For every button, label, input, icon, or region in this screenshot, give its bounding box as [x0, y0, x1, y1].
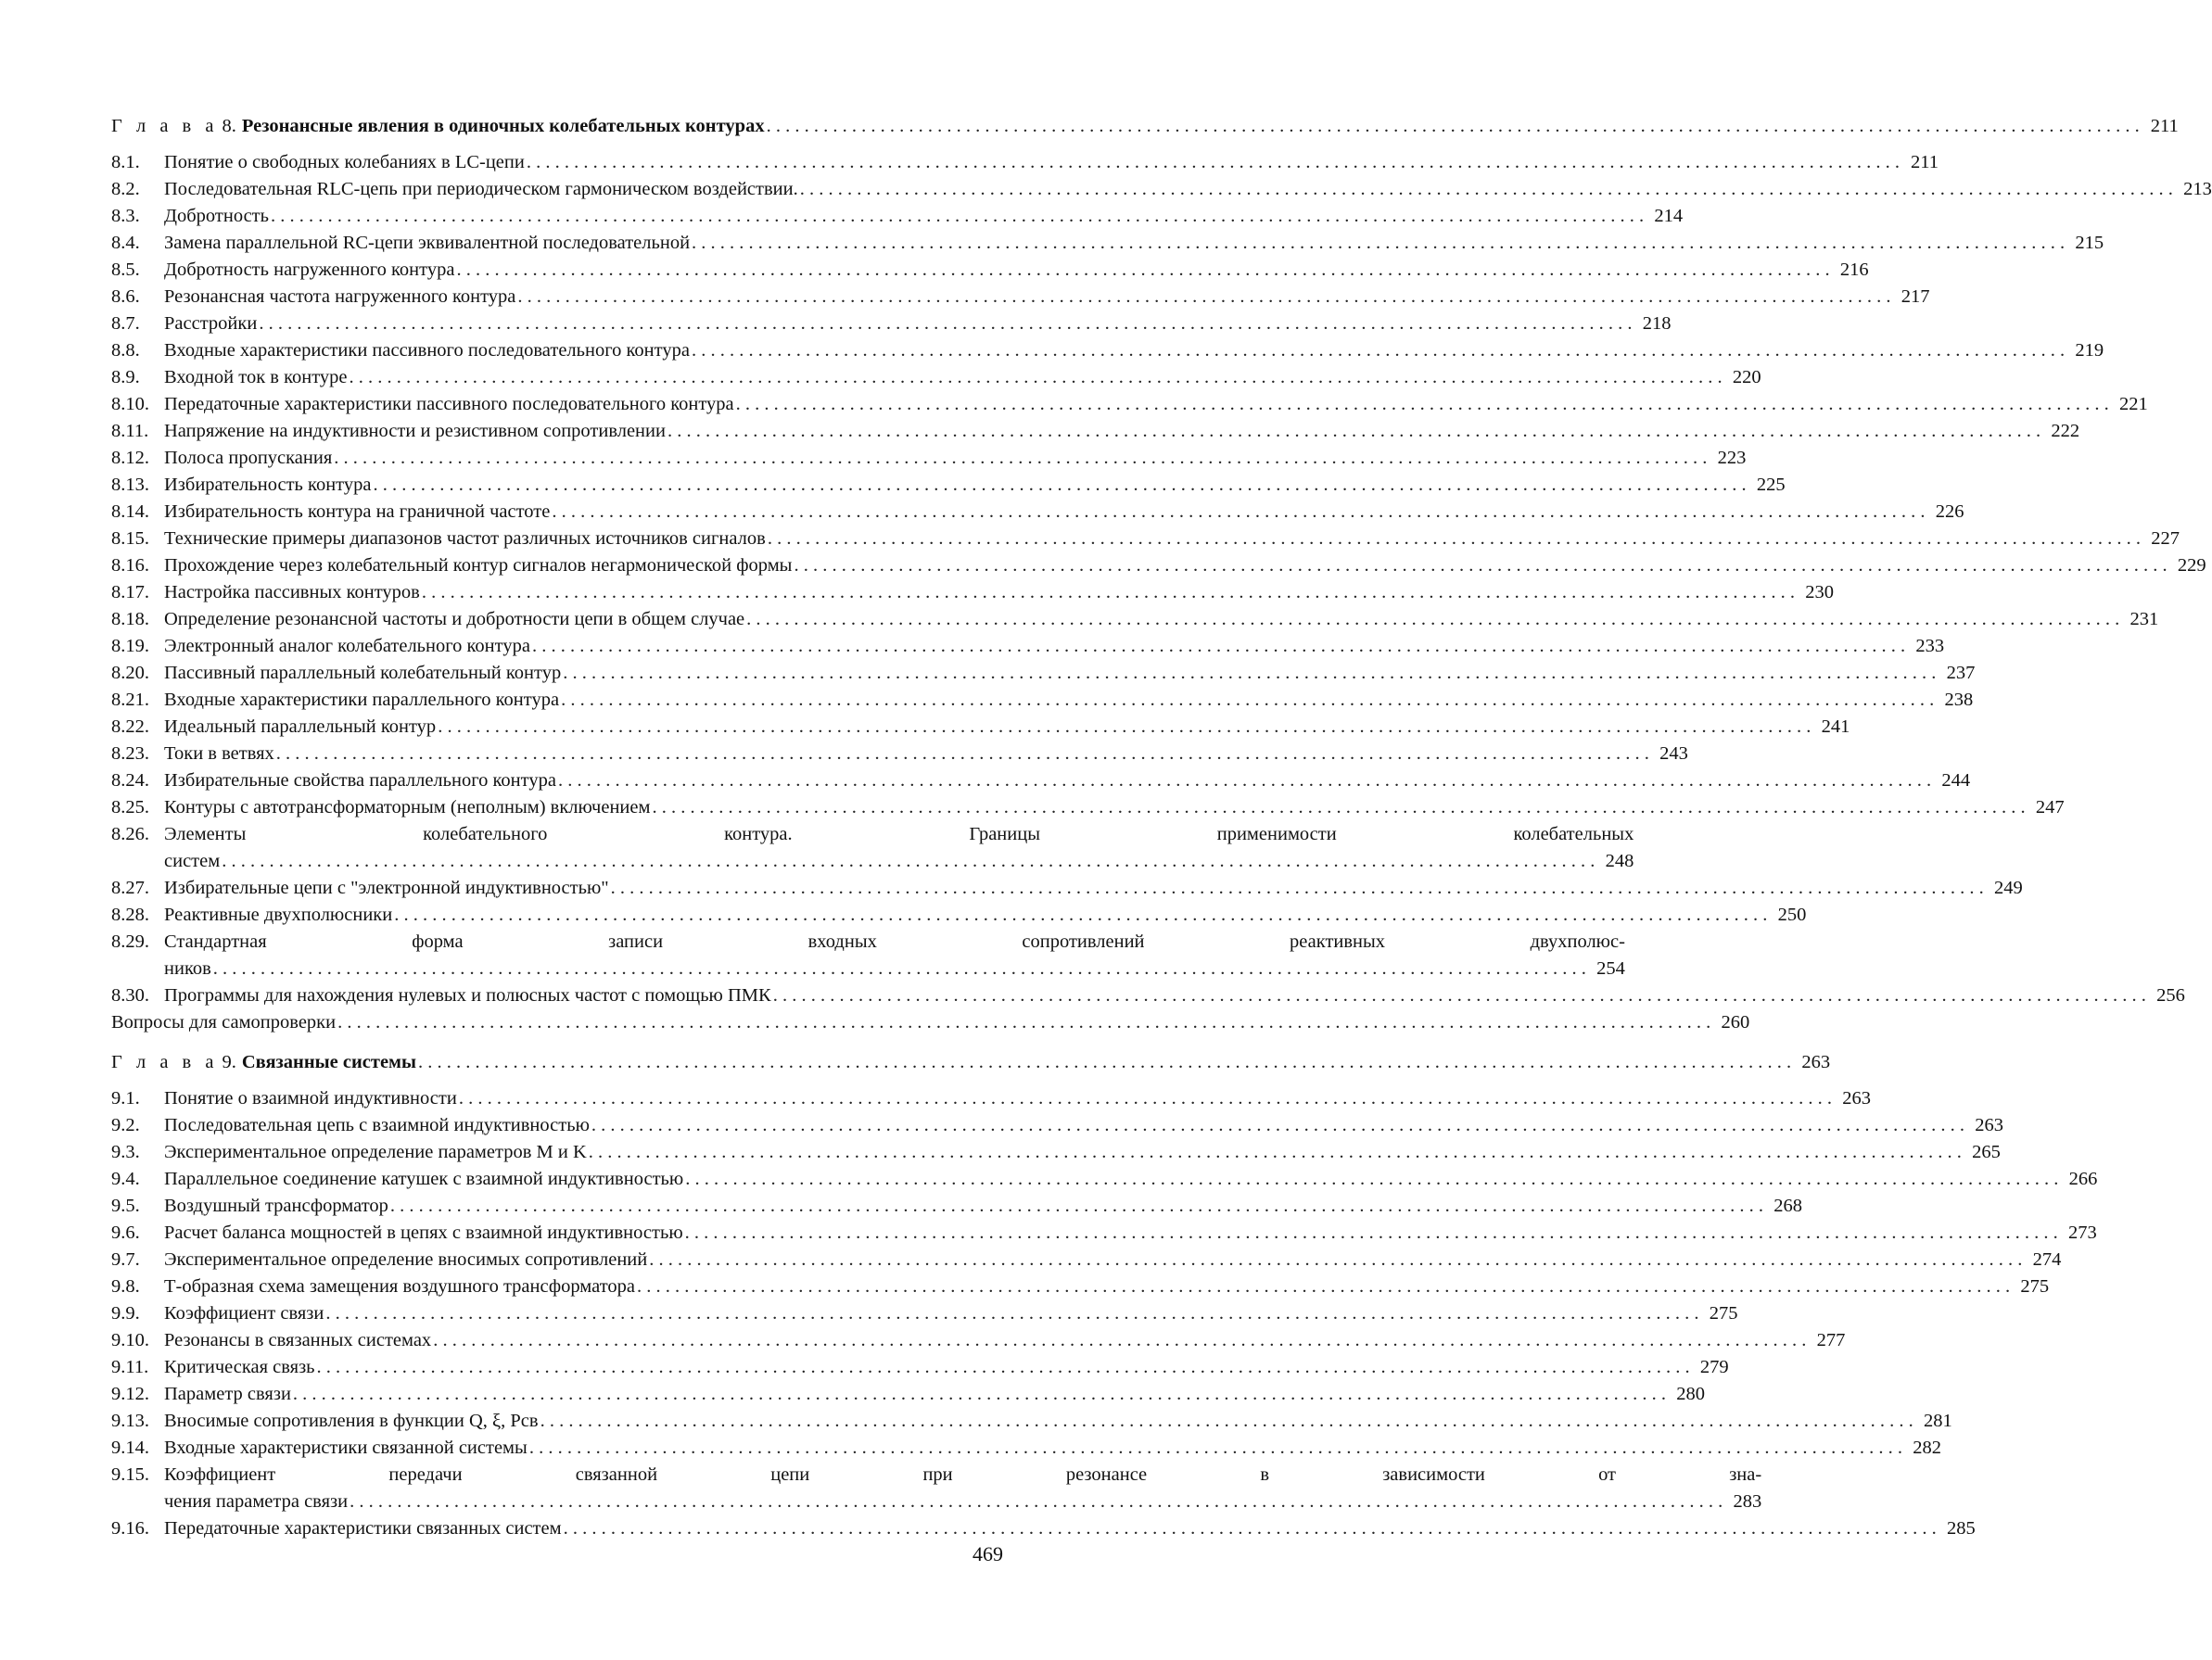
section-number: 8.21. — [111, 690, 149, 710]
section-title: Избирательность контура — [164, 475, 372, 495]
chapter-page: 211 — [2150, 116, 2179, 136]
toc-entry — [111, 1408, 1952, 1435]
section-page: 283 — [1733, 1491, 1762, 1512]
toc-entry — [111, 767, 1971, 794]
section-number: 9.8. — [111, 1276, 140, 1297]
section-page: 211 — [1910, 152, 1939, 172]
section-page: 277 — [1816, 1330, 1846, 1350]
chapter-9-heading — [111, 1049, 1831, 1076]
section-title: Т-образная схема замещения воздушного трансформатора — [164, 1276, 635, 1297]
toc-entry — [111, 902, 1807, 929]
toc-entry — [111, 257, 1869, 284]
section-page: 247 — [2035, 797, 2065, 817]
section-number: 8.8. — [111, 340, 140, 361]
section-title: Замена параллельной RC-цепи эквивалентной последовательной — [164, 233, 691, 253]
toc-entry — [111, 741, 1688, 767]
toc-entry — [111, 284, 1930, 310]
section-title: Реактивные двухполюсники — [164, 905, 393, 925]
toc-entry-wrapped — [111, 821, 1634, 875]
toc-entry — [111, 499, 1964, 526]
section-page: 213 — [2183, 179, 2212, 199]
section-title: Избирательные свойства параллельного контура — [164, 770, 556, 791]
section-page: 249 — [1994, 878, 2023, 898]
section-page: 263 — [1975, 1115, 2004, 1135]
toc-entry — [111, 418, 2080, 445]
section-page: 229 — [2177, 555, 2206, 576]
section-title: Настройка пассивных контуров — [164, 582, 420, 602]
section-number: 8.30. — [111, 985, 149, 1006]
section-title: Полоса пропускания — [164, 448, 333, 468]
section-number: 8.13. — [111, 475, 149, 495]
toc-entry — [111, 687, 1974, 714]
section-title: Расчет баланса мощностей в цепях с взаимной индуктивностью — [164, 1223, 683, 1243]
section-number: 8.4. — [111, 233, 140, 253]
section-title: Критическая связь — [164, 1357, 315, 1377]
toc-entry — [111, 1220, 2097, 1247]
section-page: 263 — [1842, 1088, 1871, 1109]
section-number: 8.23. — [111, 743, 149, 764]
section-page: 274 — [2032, 1249, 2062, 1270]
section-page: 222 — [2051, 421, 2080, 441]
section-page: 280 — [1676, 1384, 1706, 1404]
section-page: 275 — [2020, 1276, 2050, 1297]
section-title: Напряжение на индуктивности и резистивном сопротивлении — [164, 421, 666, 441]
section-title: Контуры с автотрансформаторным (неполным) включением — [164, 797, 651, 817]
toc-entry-wrapped — [111, 1462, 1762, 1515]
section-title: Экспериментальное определение параметров M и K — [164, 1142, 587, 1162]
section-page: 220 — [1732, 367, 1761, 387]
chapter-9-sections-b — [111, 1515, 1976, 1542]
questions-entry — [111, 1009, 1750, 1036]
section-title: Входной ток в контуре — [164, 367, 348, 387]
section-title: Пассивный параллельный колебательный контур — [164, 663, 562, 683]
section-page: 221 — [2119, 394, 2148, 414]
toc-entry — [111, 1085, 1871, 1112]
section-title: Коэффициент связи — [164, 1303, 324, 1324]
section-page: 217 — [1901, 286, 1930, 307]
toc-entry — [111, 230, 2104, 257]
chapter-number: 9. — [222, 1052, 236, 1072]
section-number: 8.5. — [111, 260, 140, 280]
toc-entry — [111, 1274, 2050, 1300]
section-title: Избирательные цепи с "электронной индуктивностью" — [164, 878, 609, 898]
section-title: Программы для нахождения нулевых и полюсных частот с помощью ПМК — [164, 985, 771, 1006]
chapter-number: 8. — [222, 116, 236, 136]
section-number: 9.9. — [111, 1303, 140, 1324]
chapter-8-sections-c — [111, 982, 2185, 1009]
section-number: 9.4. — [111, 1169, 140, 1189]
toc-entry — [111, 445, 1747, 472]
toc-entry — [111, 633, 1945, 660]
section-page: 219 — [2075, 340, 2104, 361]
toc-entry — [111, 1327, 1846, 1354]
section-page: 243 — [1659, 743, 1688, 764]
toc-entry — [111, 552, 2206, 579]
toc-entry — [111, 1193, 1803, 1220]
section-title: Добротность нагруженного контура — [164, 260, 455, 280]
section-title: Вносимые сопротивления в функции Q, ξ, Pсв — [164, 1411, 539, 1431]
section-number: 8.27. — [111, 878, 149, 898]
section-page: 216 — [1839, 260, 1869, 280]
toc-entry — [111, 794, 2065, 821]
section-page: 266 — [2068, 1169, 2098, 1189]
section-page: 254 — [1596, 958, 1625, 979]
section-title: Воздушный трансформатор — [164, 1196, 388, 1216]
section-number: 9.5. — [111, 1196, 140, 1216]
section-page: 226 — [1935, 501, 1964, 522]
section-title-line1: Стандартная форма записи входных сопротивлений реактивных двухполюс- — [164, 931, 1625, 952]
toc-entry — [111, 579, 1834, 606]
section-number: 9.14. — [111, 1438, 149, 1458]
section-number: 8.9. — [111, 367, 140, 387]
section-page: 231 — [2129, 609, 2159, 629]
section-number: 8.22. — [111, 716, 149, 737]
section-title: Расстройки — [164, 313, 258, 334]
questions-title: Вопросы для самопроверки — [111, 1012, 337, 1033]
section-page: 237 — [1946, 663, 1976, 683]
section-page: 223 — [1717, 448, 1747, 468]
section-title: Избирательность контура на граничной частоте — [164, 501, 551, 522]
section-page: 233 — [1915, 636, 1945, 656]
section-page: 250 — [1777, 905, 1807, 925]
section-title-line1: Коэффициент передачи связанной цепи при резонансе в зависимости от зна- — [164, 1464, 1762, 1485]
section-page: 241 — [1821, 716, 1850, 737]
toc-entry — [111, 176, 2212, 203]
questions-page: 260 — [1721, 1012, 1750, 1033]
section-number: 9.7. — [111, 1249, 140, 1270]
toc-entry — [111, 337, 2104, 364]
section-title: Параллельное соединение катушек с взаимной индуктивностью — [164, 1169, 684, 1189]
section-title: Экспериментальное определение вносимых сопротивлений — [164, 1249, 648, 1270]
toc-entry — [111, 982, 2185, 1009]
section-number: 8.20. — [111, 663, 149, 683]
page-number: 469 — [973, 1542, 1003, 1565]
section-page: 256 — [2156, 985, 2185, 1006]
section-number: 8.18. — [111, 609, 149, 629]
section-title: Входные характеристики пассивного последовательного контура — [164, 340, 690, 361]
section-title-line2: систем — [164, 851, 221, 871]
section-number: 9.11. — [111, 1357, 149, 1377]
section-number: 9.3. — [111, 1142, 140, 1162]
toc-entry — [111, 203, 1684, 230]
section-number: 9.6. — [111, 1223, 140, 1243]
toc-entry — [111, 1300, 1738, 1327]
toc-entry — [111, 472, 1786, 499]
section-title: Последовательная RLC-цепь при периодическом гармоническом воздействии. — [164, 179, 798, 199]
section-number: 8.7. — [111, 313, 140, 334]
section-title: Передаточные характеристики связанных систем — [164, 1518, 562, 1539]
section-page: 215 — [2075, 233, 2104, 253]
toc-entry — [111, 1515, 1976, 1542]
chapter-8-sections — [111, 149, 2212, 821]
section-page: 248 — [1605, 851, 1634, 871]
section-number: 9.15. — [111, 1464, 149, 1485]
section-page: 227 — [2151, 528, 2180, 549]
section-number: 8.16. — [111, 555, 149, 576]
section-page: 244 — [1941, 770, 1971, 791]
section-number: 8.2. — [111, 179, 140, 199]
section-number: 8.12. — [111, 448, 149, 468]
section-page: 230 — [1805, 582, 1834, 602]
section-number: 9.1. — [111, 1088, 140, 1109]
section-number: 8.1. — [111, 152, 140, 172]
section-title: Входные характеристики параллельного контура — [164, 690, 560, 710]
section-number: 9.16. — [111, 1518, 149, 1539]
section-number: 8.17. — [111, 582, 149, 602]
section-title: Передаточные характеристики пассивного последовательного контура — [164, 394, 734, 414]
section-page: 238 — [1944, 690, 1974, 710]
section-number: 8.26. — [111, 824, 149, 844]
chapter-label: Г л а в а — [111, 1052, 219, 1072]
section-number: 9.10. — [111, 1330, 149, 1350]
toc-entry — [111, 1247, 2062, 1274]
section-page: 265 — [1972, 1142, 2001, 1162]
section-title: Прохождение через колебательный контур сигналов негармонической формы — [164, 555, 793, 576]
toc-entry — [111, 1381, 1706, 1408]
section-title: Резонансная частота нагруженного контура — [164, 286, 516, 307]
section-page: 279 — [1699, 1357, 1729, 1377]
table-of-contents — [111, 109, 2212, 1542]
toc-entry — [111, 310, 1672, 337]
section-number: 9.12. — [111, 1384, 149, 1404]
chapter-page: 263 — [1801, 1052, 1831, 1072]
toc-entry — [111, 149, 1939, 176]
toc-entry — [111, 1435, 1941, 1462]
section-title: Понятие о свободных колебаниях в LC-цепи — [164, 152, 525, 172]
toc-entry — [111, 391, 2148, 418]
section-page: 225 — [1756, 475, 1786, 495]
section-page: 285 — [1946, 1518, 1976, 1539]
toc-entry — [111, 875, 2023, 902]
section-page: 282 — [1913, 1438, 1941, 1458]
toc-entry — [111, 1354, 1729, 1381]
section-title: Входные характеристики связанной системы — [164, 1438, 528, 1458]
toc-entry — [111, 660, 1976, 687]
toc-entry — [111, 526, 2180, 552]
chapter-label: Г л а в а — [111, 116, 219, 136]
section-title: Токи в ветвях — [164, 743, 274, 764]
section-page: 273 — [2068, 1223, 2097, 1243]
section-title: Добротность — [164, 206, 269, 226]
section-number: 8.14. — [111, 501, 149, 522]
chapter-title: Связанные системы — [241, 1052, 417, 1072]
section-title: Последовательная цепь с взаимной индуктивностью — [164, 1115, 590, 1135]
chapter-title: Резонансные явления в одиночных колебательных контурах — [241, 116, 765, 136]
section-number: 8.28. — [111, 905, 149, 925]
section-page: 218 — [1642, 313, 1672, 334]
section-number: 8.3. — [111, 206, 140, 226]
section-number: 8.29. — [111, 931, 149, 952]
section-title: Резонансы в связанных системах — [164, 1330, 432, 1350]
section-number: 9.2. — [111, 1115, 140, 1135]
toc-entry-wrapped — [111, 929, 1625, 982]
toc-entry — [111, 714, 1850, 741]
section-page: 214 — [1654, 206, 1684, 226]
section-title-line2: чения параметра связи — [164, 1491, 349, 1512]
section-title: Идеальный параллельный контур — [164, 716, 437, 737]
section-title-line1: Элементы колебательного контура. Границы применимости колебательных — [164, 824, 1634, 844]
section-title: Определение резонансной частоты и добротности цепи в общем случае — [164, 609, 745, 629]
section-title-line2: ников — [164, 958, 211, 979]
section-number: 8.11. — [111, 421, 149, 441]
chapter-8-sections-b — [111, 875, 2023, 929]
section-number: 8.25. — [111, 797, 149, 817]
toc-entry — [111, 606, 2159, 633]
section-title: Электронный аналог колебательного контура — [164, 636, 530, 656]
section-number: 8.15. — [111, 528, 149, 549]
section-title: Понятие о взаимной индуктивности — [164, 1088, 457, 1109]
section-number: 8.24. — [111, 770, 149, 791]
section-title: Параметр связи — [164, 1384, 291, 1404]
toc-entry — [111, 1139, 2001, 1166]
chapter-8-heading — [111, 113, 2179, 140]
toc-entry — [111, 364, 1761, 391]
section-title: Технические примеры диапазонов частот различных источников сигналов — [164, 528, 766, 549]
section-number: 8.19. — [111, 636, 149, 656]
section-page: 275 — [1709, 1303, 1738, 1324]
section-number: 8.10. — [111, 394, 149, 414]
section-number: 9.13. — [111, 1411, 149, 1431]
section-number: 8.6. — [111, 286, 140, 307]
toc-entry — [111, 1112, 2004, 1139]
chapter-9-sections — [111, 1085, 2098, 1462]
toc-entry — [111, 1166, 2098, 1193]
section-page: 268 — [1773, 1196, 1803, 1216]
section-page: 281 — [1923, 1411, 1952, 1431]
